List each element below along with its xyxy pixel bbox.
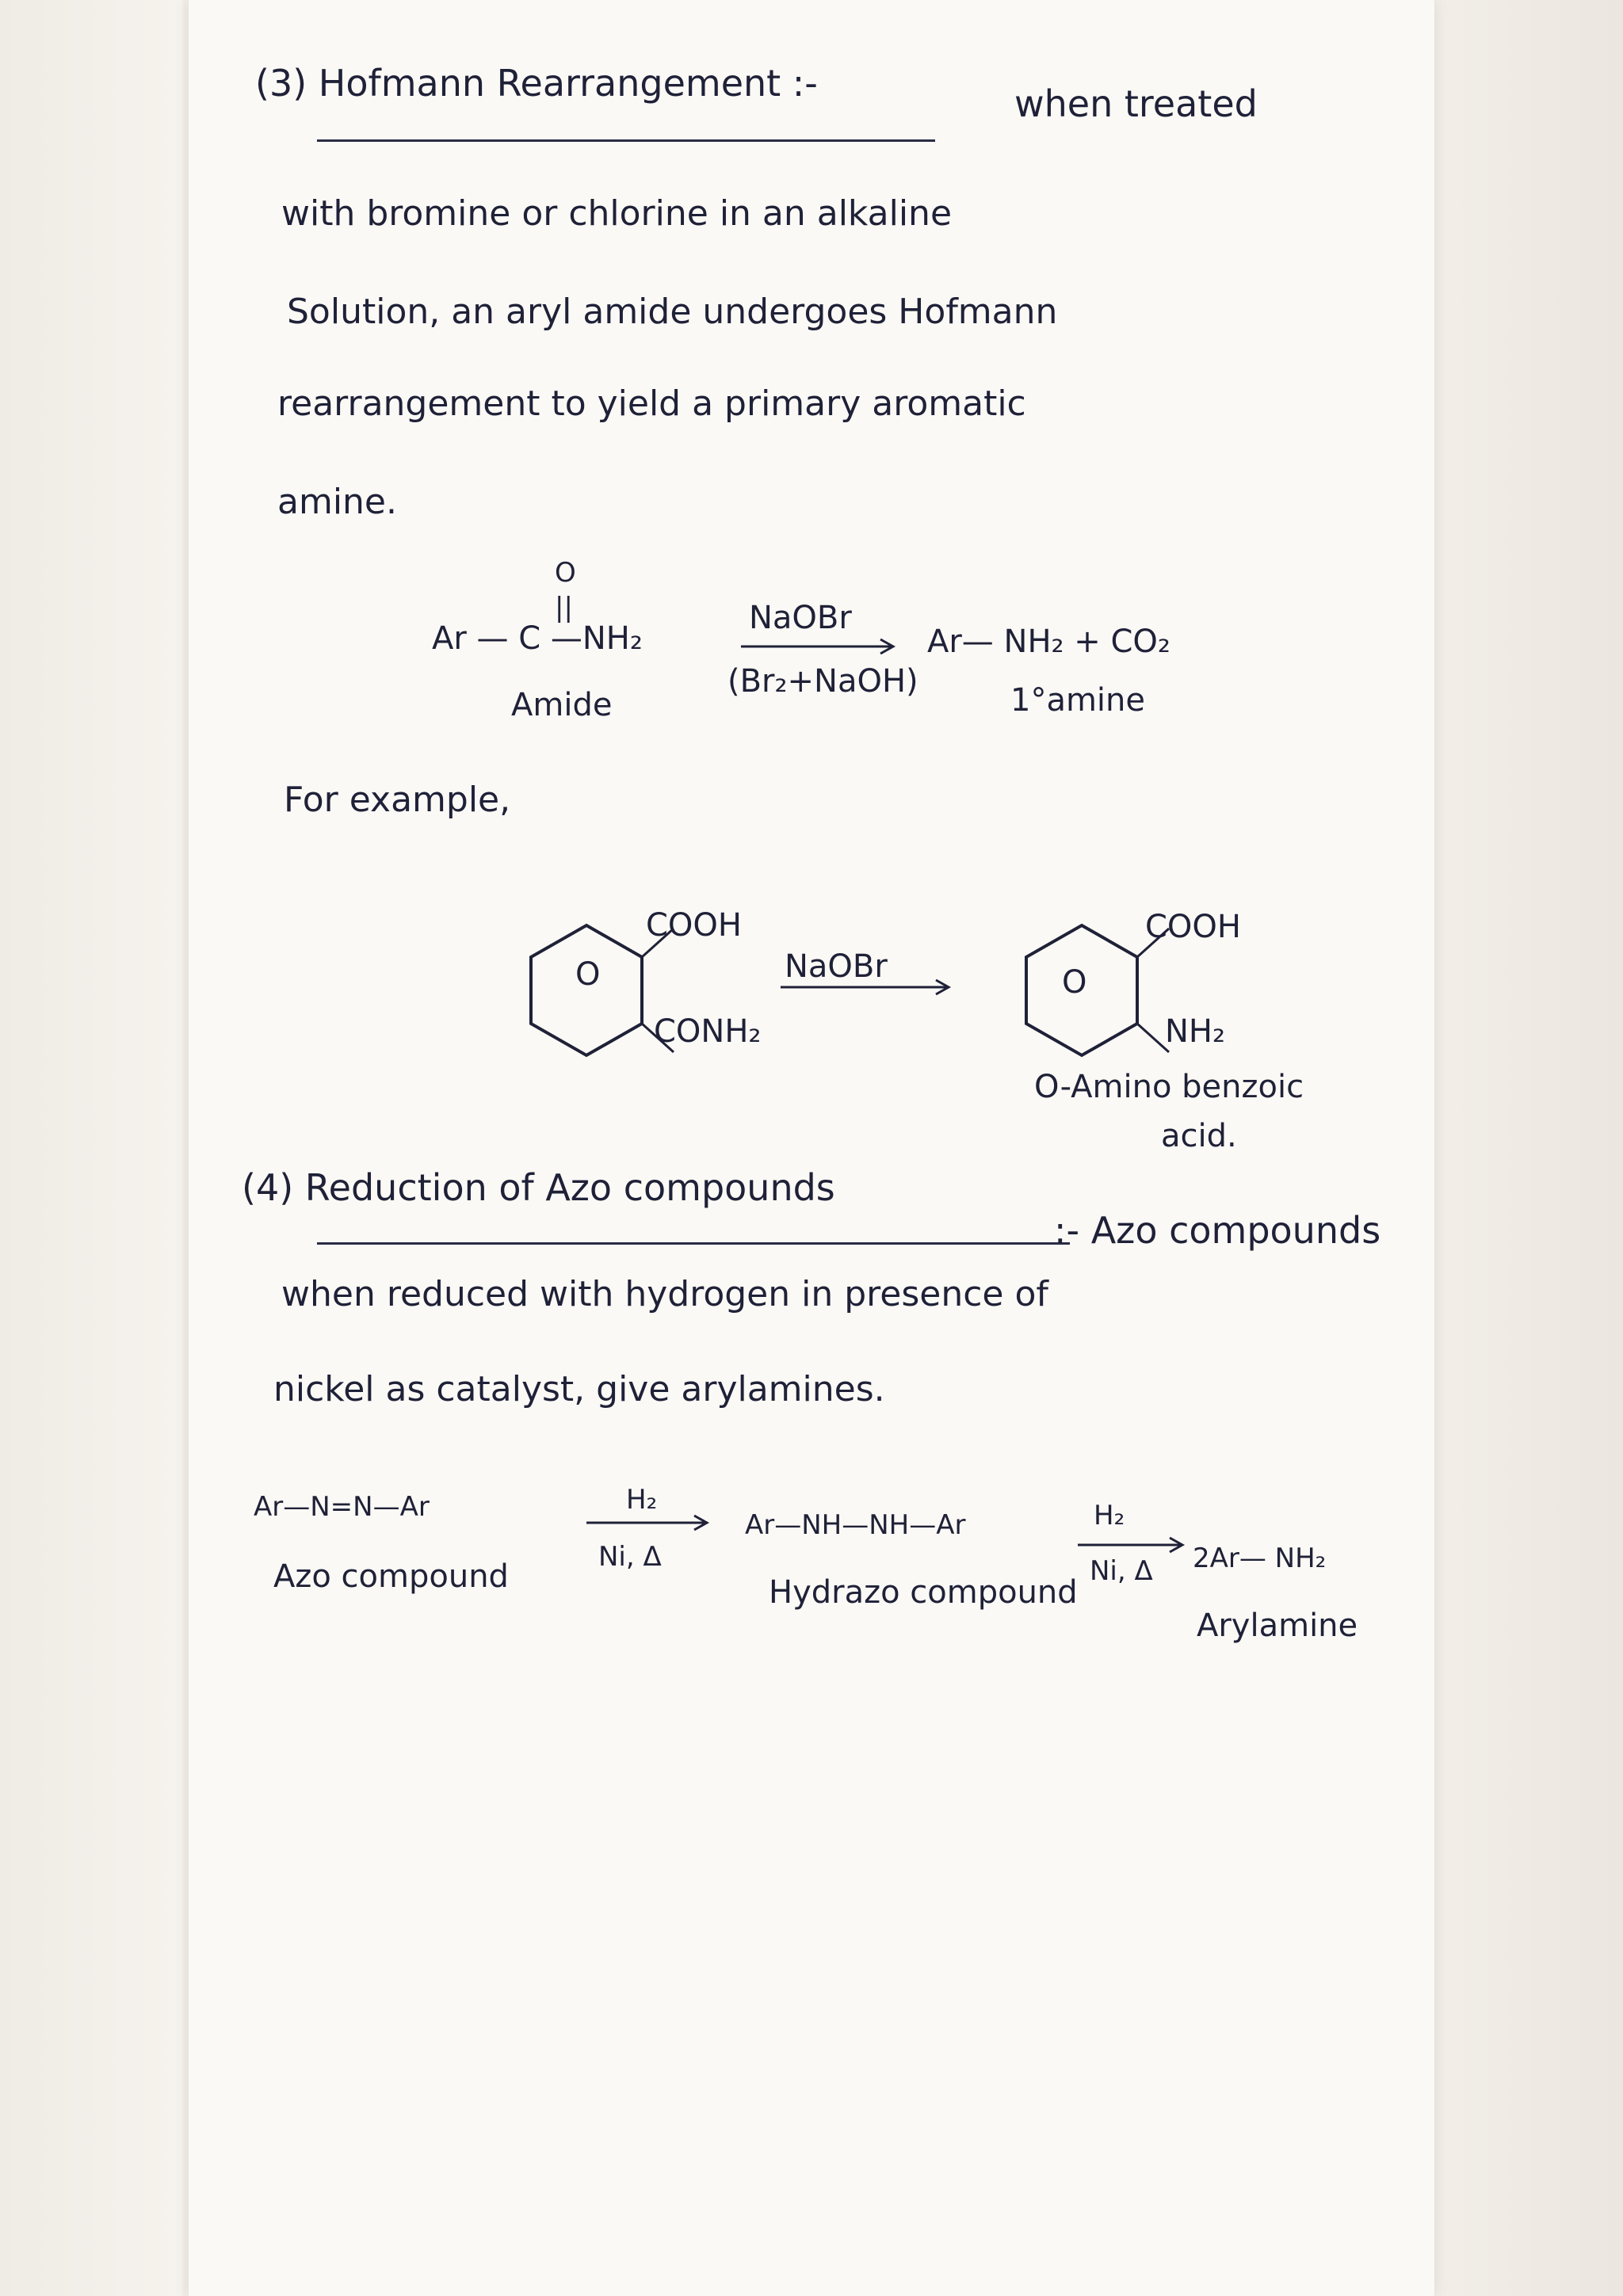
example-reagent: NaOBr [785,948,888,985]
step1-reagent-top: H₂ [626,1484,658,1516]
heading-underline [317,1242,1070,1245]
substituent-conh2: CONH₂ [654,1013,762,1050]
product-name: O-Amino benzoic [1034,1069,1304,1105]
product-name: acid. [1161,1118,1237,1154]
product-ring-center-label: O [1062,964,1087,1001]
section3-heading: (3) Hofmann Rearrangement :- [255,62,818,105]
amine-label: 1°amine [1010,682,1145,719]
ring-center-label: O [575,956,601,993]
arylamine-product: 2Ar— NH₂ [1193,1543,1327,1574]
reactant-amide: Ar — C —NH₂ [432,620,643,657]
section4-heading: (4) Reduction of Azo compounds [242,1166,835,1209]
section4-intro: :- Azo compounds [1054,1209,1381,1252]
heading-underline [317,139,935,142]
text-line: when reduced with hydrogen in presence of [281,1274,1048,1314]
reaction-arrow [741,639,899,654]
text-line: with bromine or chlorine in an alkaline [281,193,953,234]
step2-reagent-bottom: Ni, Δ [1090,1555,1153,1587]
product-substituent-nh2: NH₂ [1165,1013,1226,1050]
double-bond: || [555,592,573,624]
text-line: Solution, an aryl amide undergoes Hofmann [287,292,1058,332]
text-line: rearrangement to yield a primary aromatic [277,383,1026,424]
step1-reagent-bottom: Ni, Δ [598,1541,662,1573]
azo-label: Azo compound [273,1558,509,1595]
reagent-top: NaOBr [749,600,852,636]
hydrazo-compound: Ar—NH—NH—Ar [745,1509,966,1541]
example-intro: For example, [284,780,511,820]
product-substituent-cooh: COOH [1145,909,1241,945]
arylamine-label: Arylamine [1197,1608,1358,1644]
step1-arrow [586,1515,713,1531]
carbonyl-oxygen: O [555,557,576,589]
notebook-page [189,0,1434,2296]
section3-intro: when treated [1014,82,1258,125]
background-right [1434,0,1623,2296]
product-amine: Ar— NH₂ + CO₂ [927,624,1170,660]
azo-compound: Ar—N=N—Ar [254,1491,430,1523]
text-line: amine. [277,482,397,522]
text-line: nickel as catalyst, give arylamines. [273,1369,885,1409]
amide-label: Amide [511,687,613,723]
background-left [0,0,182,2296]
example-arrow [781,979,955,995]
substituent-cooh: COOH [646,907,742,944]
hydrazo-label: Hydrazo compound [769,1574,1078,1611]
reagent-bottom: (Br₂+NaOH) [727,663,918,700]
step2-reagent-top: H₂ [1094,1500,1125,1531]
step2-arrow [1078,1537,1189,1553]
